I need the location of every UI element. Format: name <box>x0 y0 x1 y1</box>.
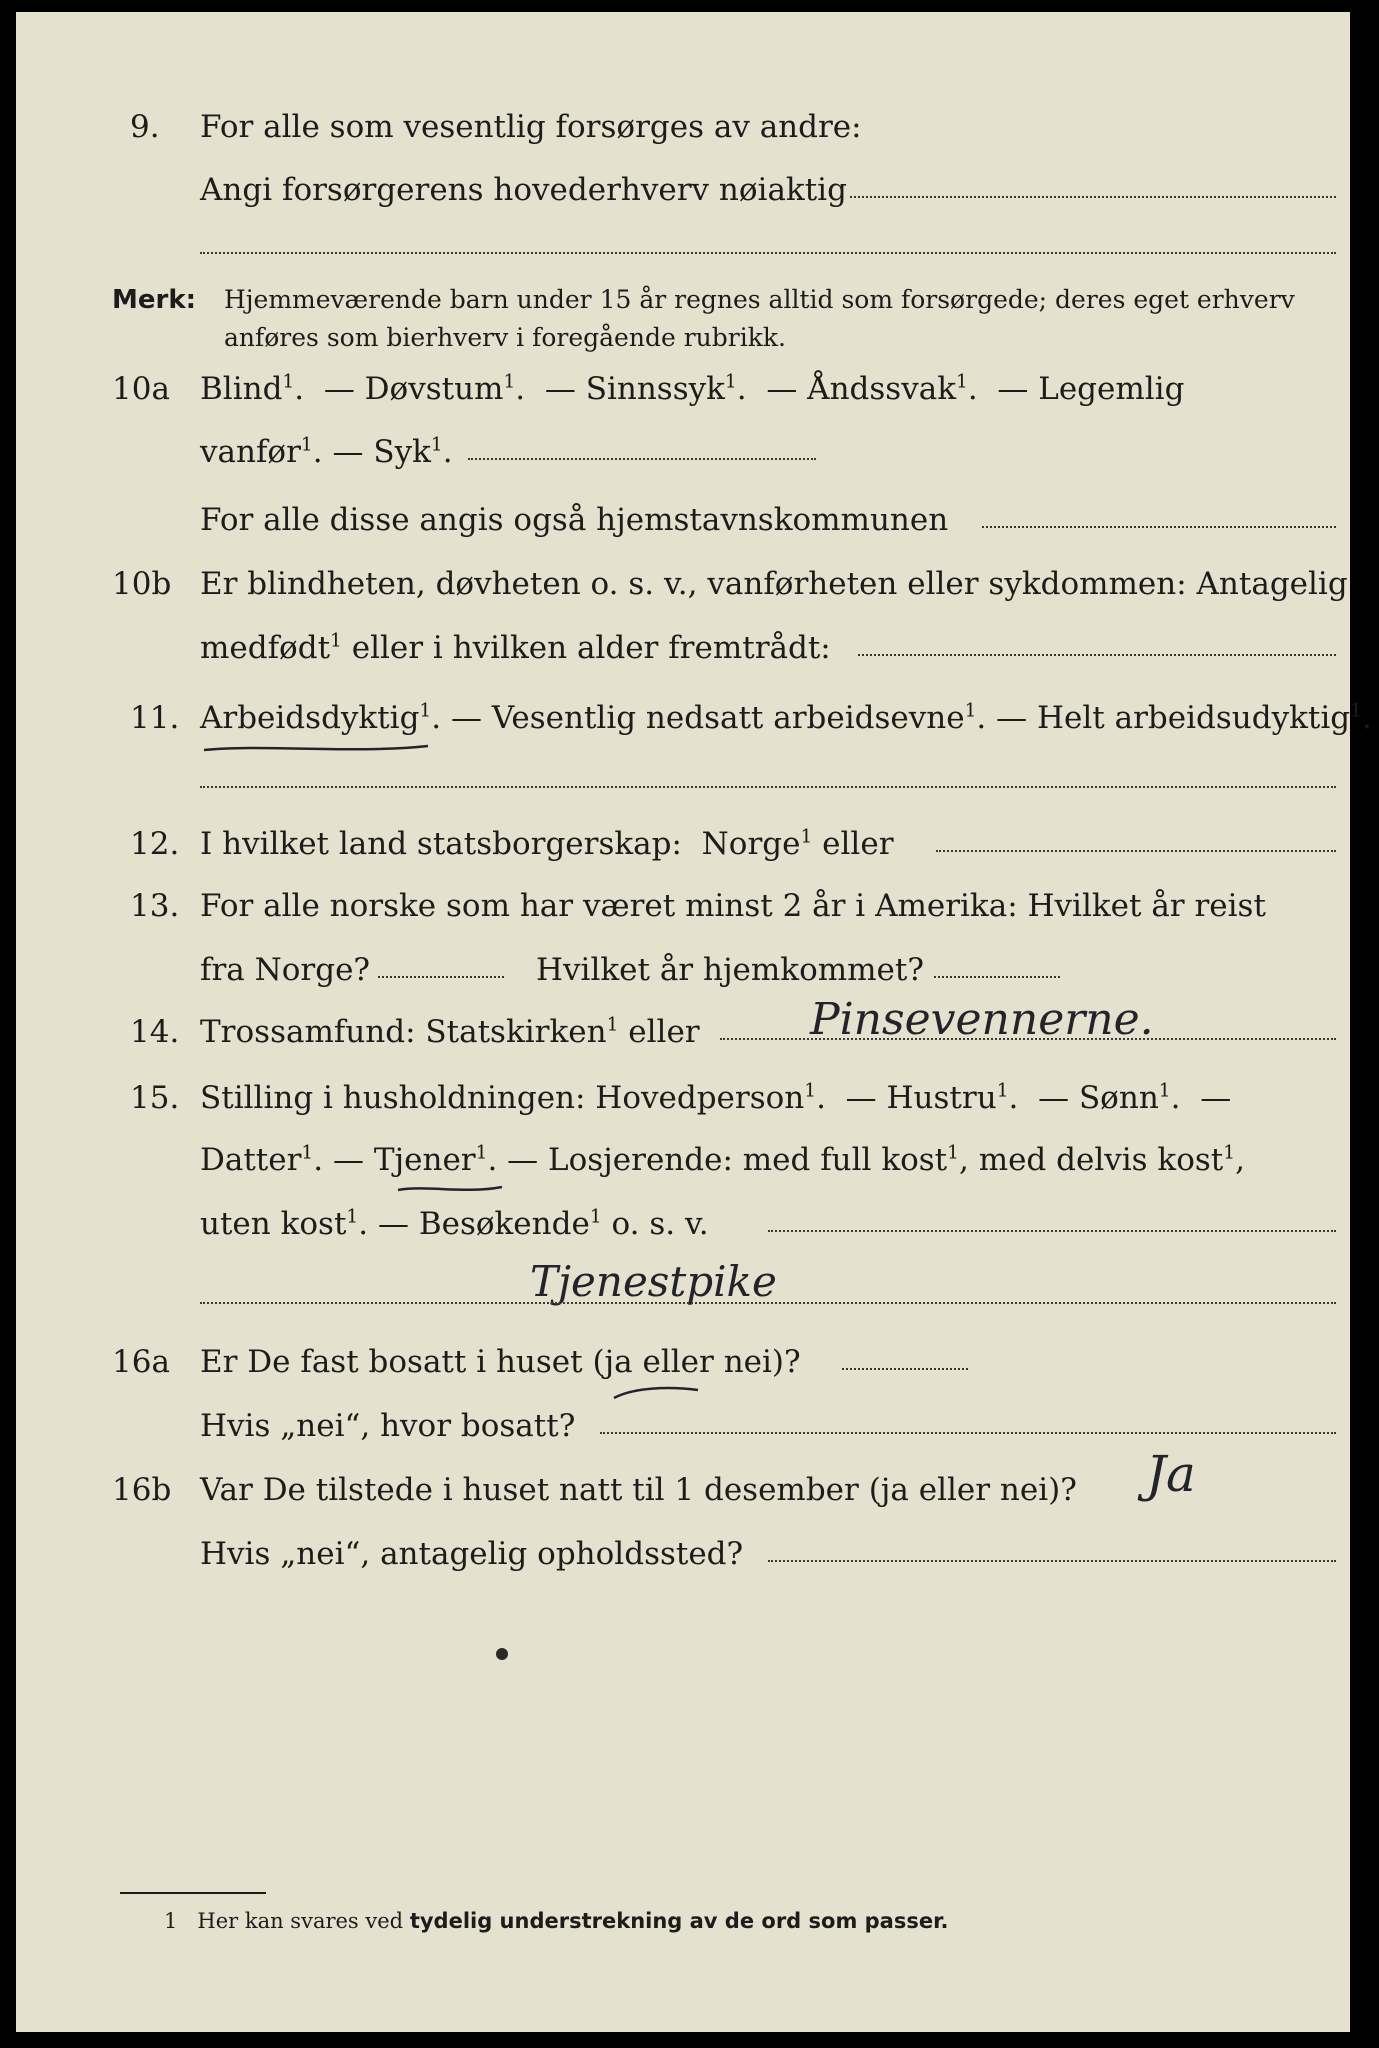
q10a-line2: vanfør$^1$. — Syk$^1$. <box>200 434 453 470</box>
q13-hjemkommet-line <box>934 976 1060 978</box>
q10b-line2: medfødt$^1$ eller i hvilken alder fremtrådt: <box>200 630 831 666</box>
q9-line2: Angi forsørgerens hovederhverv nøiaktig <box>200 172 847 208</box>
q10b-line2-rest: eller i hvilken alder fremtrådt: <box>351 630 831 666</box>
q10a-answer-line <box>468 458 816 460</box>
q16b-line2: Hvis „nei“, antagelig opholdssted? <box>200 1536 744 1572</box>
q12-answer-line <box>936 850 1336 852</box>
ink-spot <box>496 1648 508 1660</box>
q15-osv: o. s. v. <box>611 1206 709 1242</box>
q16a-bosatt-line <box>600 1432 1336 1434</box>
q16a-line1: Er De fast bosatt i huset (ja eller nei)? <box>200 1344 801 1380</box>
q9-line1: For alle som vesentlig forsørges av andre: <box>200 109 862 145</box>
q16b-handwritten-answer: Ja <box>1146 1445 1196 1503</box>
merk-label: Merk: <box>112 285 197 315</box>
q11-pen-underline <box>202 740 432 760</box>
q15-answer-line-2 <box>200 1302 1336 1304</box>
footnote-rule <box>120 1892 266 1894</box>
opt-tjener: — Tjener <box>332 1142 476 1178</box>
q11-line1: Arbeidsdyktig$^1$. — Vesentlig nedsatt arbeidsevne$^1$. — Helt arbeidsudyktig$^1$. <box>200 700 1372 736</box>
q12-line1: I hvilket land statsborgerskap: Norge$^1$ eller <box>200 826 894 862</box>
q14-handwritten-answer: Pinsevennerne. <box>810 994 1154 1045</box>
q12-number: 12. <box>130 826 180 862</box>
q16a-pen-mark <box>612 1384 702 1404</box>
opt-vesentlig-nedsatt: — Vesentlig nedsatt arbeidsevne <box>450 700 965 736</box>
q15-line2: Datter$^1$. — Tjener$^1$. — Losjerende: med full kost$^1$, med delvis kost$^1$, <box>200 1142 1245 1178</box>
footnote-bold-text: tydelig understrekning av de ord som passer. <box>409 1909 949 1933</box>
q15-comma: , <box>1235 1142 1245 1178</box>
q15-dash: — <box>1200 1080 1232 1116</box>
q14-number: 14. <box>130 1014 180 1050</box>
q10a-line1: Blind$^1$. — Døvstum$^1$. — Sinnssyk$^1$. — Åndssvak$^1$. — Legemlig <box>200 371 1185 407</box>
q16a-line2: Hvis „nei“, hvor bosatt? <box>200 1408 576 1444</box>
opt-syk: — Syk <box>332 434 431 470</box>
q11-number: 11. <box>130 700 180 736</box>
footnote <box>164 1908 948 1934</box>
q13-line1: For alle norske som har været minst 2 år i Amerika: Hvilket år reist <box>200 888 1266 924</box>
opt-legemlig: — Legemlig <box>997 371 1185 407</box>
opt-dovstum: — Døvstum <box>323 371 504 407</box>
opt-norge: Norge <box>701 826 801 862</box>
q12-eller: eller <box>822 826 894 862</box>
census-form-page <box>16 12 1372 2032</box>
opt-datter: Datter <box>200 1142 302 1178</box>
opt-hustru: — Hustru <box>845 1080 997 1116</box>
q14-text: Trossamfund: Statskirken <box>200 1014 607 1050</box>
q9-number: 9. <box>130 109 160 145</box>
opt-hovedperson: Stilling i husholdningen: Hovedperson <box>200 1080 805 1116</box>
q14-eller: eller <box>628 1014 700 1050</box>
q16a-answer-line <box>842 1368 968 1370</box>
q13-number: 13. <box>130 888 180 924</box>
opt-sinnssyk: — Sinnssyk <box>544 371 725 407</box>
q16b-line1: Var De tilstede i huset natt til 1 desember (ja eller nei)? <box>200 1472 1077 1508</box>
q15-handwritten-answer: Tjenestpike <box>530 1257 777 1306</box>
q16b-number: 16b <box>112 1472 172 1508</box>
opt-andssvak: — Åndssvak <box>766 371 956 407</box>
q12-text: I hvilket land statsborgerskap: <box>200 826 682 862</box>
opt-full-kost: — Losjerende: med full kost <box>507 1142 948 1178</box>
q13-hjemkommet: Hvilket år hjemkommet? <box>536 952 924 988</box>
q15-answer-line <box>768 1230 1336 1232</box>
q11-answer-line <box>200 786 1336 788</box>
q9-answer-line-2 <box>200 252 1336 254</box>
opt-medfodt: medfødt <box>200 630 331 666</box>
q10a-number: 10a <box>112 371 170 407</box>
q15-number: 15. <box>130 1080 180 1116</box>
opt-uten-kost: uten kost <box>200 1206 347 1242</box>
q13-reist-line <box>378 976 504 978</box>
q9-answer-line <box>850 196 1336 198</box>
q15-line1: Stilling i husholdningen: Hovedperson$^1$. — Hustru$^1$. — Sønn$^1$. — <box>200 1080 1232 1116</box>
q15-pen-underline <box>396 1182 506 1198</box>
q10a-line3: For alle disse angis også hjemstavnskommunen <box>200 502 949 538</box>
q16b-answer-line <box>768 1560 1336 1562</box>
merk-note <box>112 284 196 316</box>
opt-sonn: — Sønn <box>1038 1080 1159 1116</box>
q15-line3: uten kost$^1$. — Besøkende$^1$ o. s. v. <box>200 1206 709 1242</box>
footnote-text: Her kan svares ved <box>197 1909 404 1933</box>
merk-line2: anføres som bierhverv i foregående rubrikk. <box>224 323 786 352</box>
opt-helt-udyktig: — Helt arbeidsudyktig <box>996 700 1351 736</box>
merk-line1: Hjemmeværende barn under 15 år regnes alltid som forsørgede; deres eget erhverv <box>224 285 1295 314</box>
q13-fra-norge: fra Norge? <box>200 952 371 988</box>
q10b-number: 10b <box>112 566 172 602</box>
footnote-mark: 1 <box>164 1909 178 1933</box>
q10a-hjemstavn-line <box>982 526 1336 528</box>
opt-blind: Blind <box>200 371 283 407</box>
q10b-answer-line <box>858 654 1336 656</box>
q10b-line1: Er blindheten, døvheten o. s. v., vanførheten eller sykdommen: Antagelig <box>200 566 1348 602</box>
q14-line1: Trossamfund: Statskirken$^1$ eller <box>200 1014 700 1050</box>
opt-arbeidsdyktig: Arbeidsdyktig <box>200 700 420 736</box>
q16a-number: 16a <box>112 1344 170 1380</box>
opt-delvis-kost: , med delvis kost <box>958 1142 1224 1178</box>
opt-vanfor: vanfør <box>200 434 301 470</box>
opt-besokende: — Besøkende <box>377 1206 590 1242</box>
